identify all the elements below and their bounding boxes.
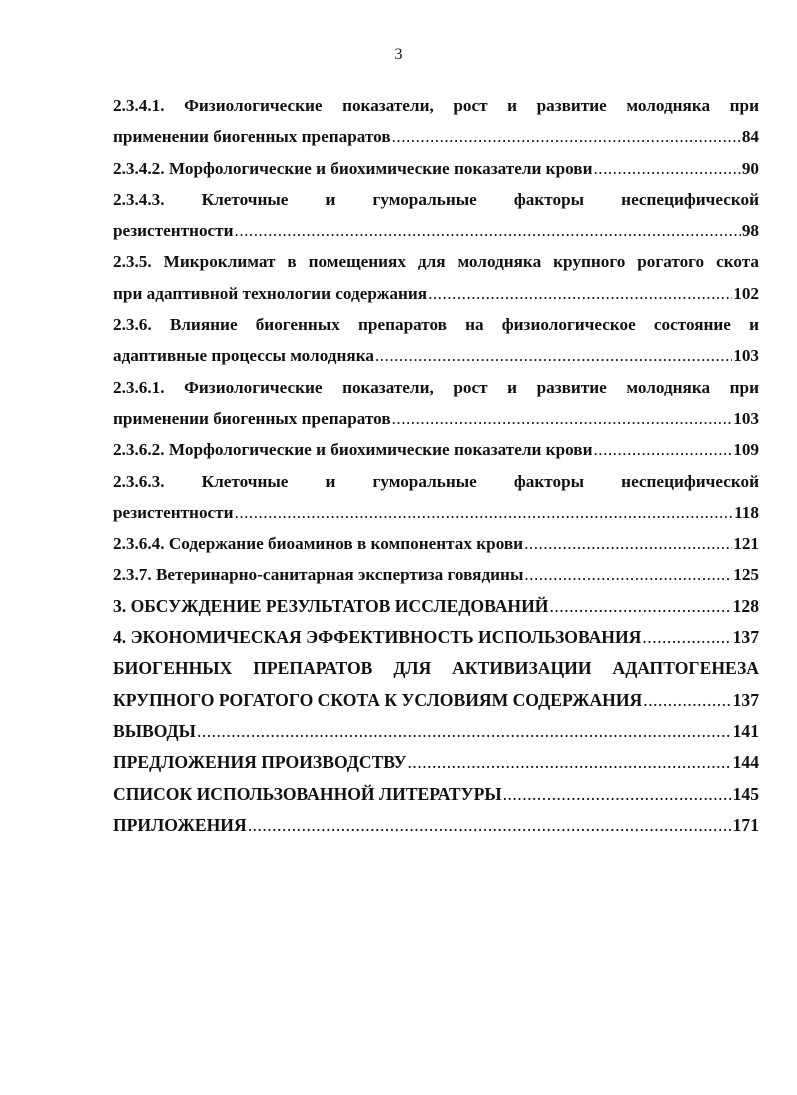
toc-entry: 2.3.6.1. Физиологические показатели, рост и развитие молодняка при (113, 377, 759, 397)
toc-entry-title: при адаптивной технологии содержания (113, 283, 428, 303)
toc-entry-page: 171 (732, 814, 759, 835)
toc-leader-dots (593, 153, 740, 184)
toc-entry-page: 128 (732, 595, 759, 616)
toc-entry-page: 144 (732, 752, 759, 773)
toc-entry-title: резистентности (113, 502, 234, 522)
toc-entry: 2.3.5. Микроклимат в помещениях для молодняка крупного рогатого скота (113, 252, 759, 272)
toc-entry-page: 121 (733, 534, 759, 554)
toc-leader-dots (235, 215, 741, 246)
toc-entry-page: 137 (732, 627, 759, 648)
toc-entry-page: 141 (732, 720, 759, 741)
toc-entry (113, 278, 759, 309)
toc-entry-page: 118 (734, 502, 759, 522)
toc-entry (113, 497, 759, 528)
toc-entry-title: КРУПНОГО РОГАТОГО СКОТА К УСЛОВИЯМ СОДЕРЖАНИЯ (113, 689, 643, 710)
toc-entry-title: применении биогенных препаратов (113, 408, 391, 428)
toc-entry (113, 779, 759, 810)
toc-entry-title: 3. ОБСУЖДЕНИЕ РЕЗУЛЬТАТОВ ИССЛЕДОВАНИЙ (113, 595, 549, 616)
toc-entry (113, 591, 759, 622)
toc-entry (113, 685, 759, 716)
toc-entry (113, 215, 759, 246)
toc-leader-dots (642, 622, 731, 653)
toc-entry-title: 2.3.6.4. Содержание биоаминов в компонентах крови (113, 534, 524, 554)
toc-entry: 2.3.4.3. Клеточные и гуморальные факторы неспецифической (113, 189, 759, 209)
toc-entry-title: 2.3.6.2. Морфологические и биохимические показатели крови (113, 440, 593, 460)
toc-entry (113, 716, 759, 747)
toc-leader-dots (428, 278, 732, 309)
toc-leader-dots (375, 340, 732, 371)
toc-entry-page: 90 (741, 158, 759, 178)
toc-leader-dots (248, 810, 732, 841)
toc-leader-dots (503, 779, 732, 810)
toc-entry: 2.3.4.1. Физиологические показатели, рост и развитие молодняка при (113, 96, 759, 115)
toc-entry (113, 528, 759, 559)
toc-entry (113, 810, 759, 841)
toc-entry-title: 2.3.7. Ветеринарно-санитарная экспертиза говядины (113, 565, 524, 585)
toc-entry-page: 109 (733, 440, 759, 460)
toc-entry-page: 145 (732, 783, 759, 804)
toc-entry-page: 103 (733, 408, 759, 428)
toc-entry-page: 137 (732, 689, 759, 710)
toc-entry (113, 153, 759, 184)
toc-entry-title: резистентности (113, 221, 234, 241)
toc-entry (113, 403, 759, 434)
toc-entry (113, 747, 759, 778)
toc-entry (113, 340, 759, 371)
toc-entry-page: 125 (733, 565, 759, 585)
toc-entry-title: ПРЕДЛОЖЕНИЯ ПРОИЗВОДСТВУ (113, 752, 407, 773)
toc-entry-page: 98 (741, 221, 759, 241)
toc-leader-dots (550, 591, 732, 622)
toc-entry-title: СПИСОК ИСПОЛЬЗОВАННОЙ ЛИТЕРАТУРЫ (113, 783, 502, 804)
toc-leader-dots (235, 497, 734, 528)
toc-entry (113, 622, 759, 653)
toc-entry (113, 121, 759, 152)
toc-entry-title: 4. ЭКОНОМИЧЕСКАЯ ЭФФЕКТИВНОСТЬ ИСПОЛЬЗОВАНИЯ (113, 627, 642, 648)
toc-entry-page: 102 (733, 283, 759, 303)
toc-entry (113, 434, 759, 465)
toc-leader-dots (643, 685, 731, 716)
toc-leader-dots (524, 559, 732, 590)
toc-leader-dots (524, 528, 732, 559)
toc-entry-title: применении биогенных препаратов (113, 127, 391, 147)
toc-entry (113, 559, 759, 590)
toc-leader-dots (408, 747, 732, 778)
toc-leader-dots (593, 434, 732, 465)
page-number: 3 (394, 46, 403, 63)
toc-leader-dots (197, 716, 732, 747)
toc-entry-page: 103 (733, 346, 759, 366)
toc-entry-page: 84 (741, 127, 759, 147)
toc-entry: 2.3.6.3. Клеточные и гуморальные факторы неспецифической (113, 471, 759, 491)
toc-entry-title: 2.3.4.2. Морфологические и биохимические показатели крови (113, 158, 593, 178)
toc-leader-dots (392, 403, 733, 434)
toc-entry: БИОГЕННЫХ ПРЕПАРАТОВ ДЛЯ АКТИВИЗАЦИИ АДАПТОГЕНЕЗА (113, 658, 759, 679)
table-of-contents (113, 90, 759, 841)
toc-entry-title: ВЫВОДЫ (113, 720, 196, 741)
toc-entry: 2.3.6. Влияние биогенных препаратов на физиологическое состояние и (113, 315, 759, 335)
toc-leader-dots (392, 121, 741, 152)
toc-entry-title: адаптивные процессы молодняка (113, 346, 374, 366)
toc-entry-title: ПРИЛОЖЕНИЯ (113, 814, 247, 835)
